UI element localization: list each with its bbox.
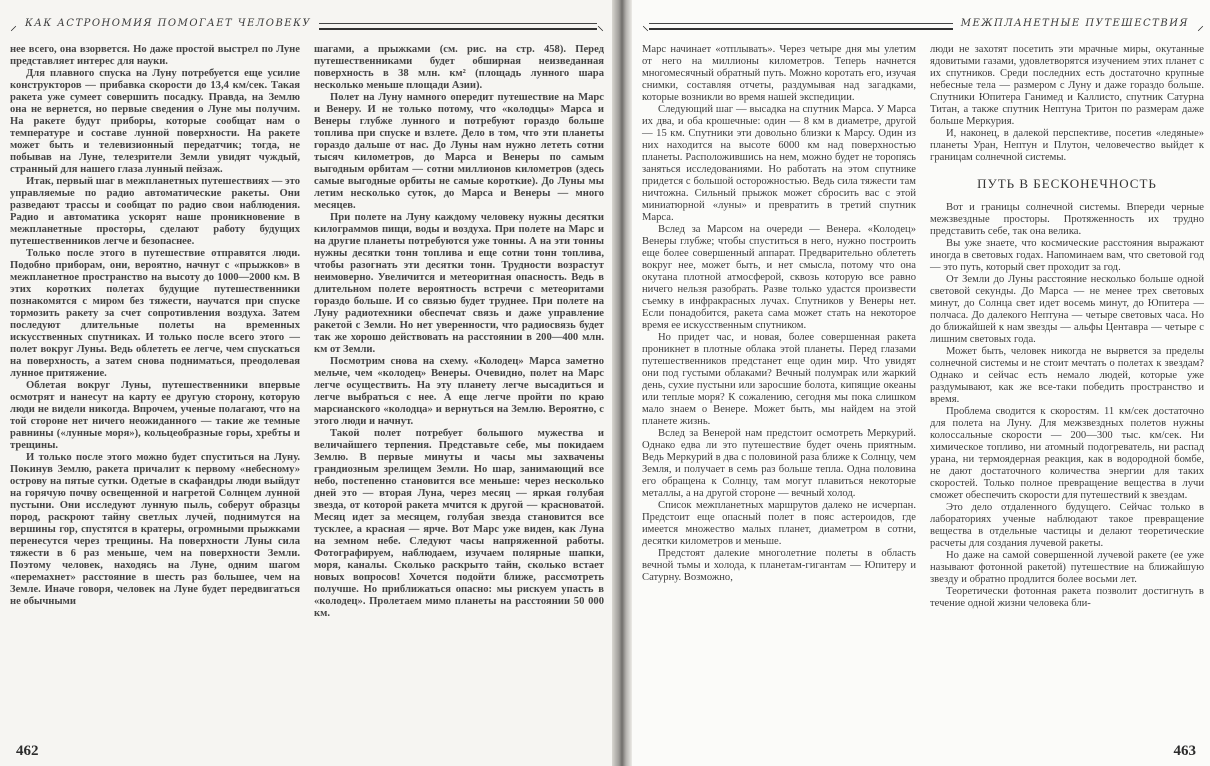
book-gutter xyxy=(612,0,632,766)
running-head-rule xyxy=(319,23,597,30)
right-page xyxy=(632,0,1210,766)
paragraph: И только после этого можно будет спуститься на Луну. Покинув Землю, ракета причалит к первому «небесному» острову на пятые сутки. Одетые в скафандры люди выйдут на горячую почву освещенной и нагретой Солнцем лунной пустыни. Они исследуют лунную пыль, соберут образцы пород, раскроют тайну светлых лучей, поднимутся на вершины гор, спустятся в кратеры, огромными прыжками перенесутся через трещины. На поверхности Луны сила тяжести в 6 раз меньше, чем на поверхности Земли. Поэтому человек, находясь на Луне, одним шагом «перемахнет» расстояние в шесть раз большее, чем на Земле. Иначе говоря, человек на Луне будет передвигаться не обычными xyxy=(10,452,300,607)
paragraph: шагами, а прыжками (см. рис. на стр. 458). Перед путешественниками будет обширная неизведанная поверхность в 38 млн. км² (площадь лунного шара несколько меньше площади Азии). xyxy=(314,44,604,91)
paragraph: Полет на Луну намного опередит путешествие на Марс и Венеру. И не только потому, что «колодцы» Марса и Венеры глубже лунного и потребуют гораздо больше топлива при спуске и взлете. Дело в том, что эти планеты гораздо дальше от нас. До Луны нам нужно лететь сотни тысяч километров, до Марса и Венеры по самым выгодным орбитам — сотни миллионов километров (здесь самые выгодные орбиты не самые короткие). До Луны мы летим несколько суток, до Марса и Венеры — много месяцев. xyxy=(314,92,604,211)
flourish-ornament-icon: ⸝ xyxy=(1197,18,1204,34)
paragraph: Облетая вокруг Луны, путешественники впервые осмотрят и нанесут на карту ее другую сторону, которую люди не видели никогда. Впрочем, ученые полагают, что на той стороне нет ничего неожиданного — такие же темные равнины («лунные моря»), кольцеобразные горы, хребты и трещины. xyxy=(10,380,300,451)
right-running-head-title: МЕЖПЛАНЕТНЫЕ ПУТЕШЕСТВИЯ xyxy=(960,18,1189,29)
paragraph: Марс начинает «отплывать». Через четыре дня мы улетим от него на миллионы километров. Теперь начнется многомесячный обратный путь. Можно коротать его, изучая снимки, составляя отчеты, раздумывая над загадками, которые возникли во время нашей экспедиции. xyxy=(642,44,916,103)
left-page-columns xyxy=(10,44,604,740)
left-footer xyxy=(10,740,604,766)
paragraph: Только после этого в путешествие отправятся люди. Подобно приборам, они, вероятно, начнут с «прыжков» в межпланетное пространство на высоту до 1000—2000 км. В этих коротких полетах будущие путешественники познакомятся с миром без тяжести, научатся при спуске тормозить ракету за счет сопротивления воздуха. Затем последуют длительные полеты на временных искусственных спутниках. И только после всего этого — полет вокруг Луны. Ведь облететь ее легче, чем спускаться на поверхность, а затем снова подниматься, преодолевая лунное притяжение. xyxy=(10,248,300,379)
paragraph: Проблема сводится к скоростям. 11 км/сек достаточно для полета на Луну. Для межзвездных полетов нужны колоссальные скорости — 200—300 тыс. км/сек. Ни химическое топливо, ни атомный подогреватель, ни распад урана, ни термоядерная реакция, как в водородной бомбе, не дают достаточного количества энергии для таких скоростей. Только полное превращение вещества в лучи сможет обеспечить скорости для путешествий к звездам. xyxy=(930,406,1204,501)
paragraph: Вот и границы солнечной системы. Впереди черные межзвездные просторы. Протяженность их трудно представить себе, так она велика. xyxy=(930,202,1204,237)
paragraph: Следующий шаг — высадка на спутник Марса. У Марса их два, и оба крошечные: один — 8 км в диаметре, другой — 15 км. Спутники эти довольно близки к Марсу. Один из них находится на высоте 6000 км над поверхностью планеты. Расположившись на нем, можно будет не торопясь заняться исследованиями. Но работать на этом спутнике придется с большой осторожностью. Ведь сила тяжести там ничтожна. Сильный прыжок может сбросить вас с этой миниатюрной «луны» и превратить в третий спутник Марса. xyxy=(642,104,916,223)
paragraph: Может быть, человек никогда не вырвется за пределы солнечной системы и не стоит мечтать о полетах к звездам? Однако и сейчас есть немало людей, которые уже раздумывают, как же все-таки победить пространство и время. xyxy=(930,346,1204,405)
paragraph: Для плавного спуска на Луну потребуется еще усилие конструкторов — прибавка скорости до 13,4 км/сек. Такая ракета уже сумеет совершить посадку. Правда, на Землю она не вернется, но первые сведения о Луне мы получим. На ракете будут приборы, которые сообщат нам о температуре и составе лунной поверхности. На ракете может быть и телевизионный передатчик; тогда, не побывав на Луне, телезрители Земли увидят чуждый, странный для нашего глаза лунный пейзаж. xyxy=(10,68,300,175)
left-running-head xyxy=(10,6,604,36)
paragraph: Но даже на самой совершенной лучевой ракете (ее уже называют фотонной ракетой) путешествие на ближайшую звезду и обратно продлится более восьми лет. xyxy=(930,550,1204,585)
paragraph: Вслед за Венерой нам предстоит осмотреть Меркурий. Однако едва ли это путешествие будет очень приятным. Ведь Меркурий в два с половиной раза ближе к Солнцу, чем Земля, и получает в семь раз больше тепла. Одна половина его обращена к Солнцу, там могут плавиться некоторые металлы, а на другой стороне — вечный холод. xyxy=(642,428,916,499)
column-text-before-heading xyxy=(930,44,1204,164)
flourish-ornament-icon: ⸝ xyxy=(10,18,17,34)
page-number-left: 462 xyxy=(16,743,39,759)
paragraph: Вы уже знаете, что космические расстояния выражают иногда в световых годах. Напоминаем вам, что световой год — это путь, который свет проходит за год. xyxy=(930,238,1204,273)
running-head-rule xyxy=(649,23,953,30)
paragraph: люди не захотят посетить эти мрачные миры, окутанные ядовитыми газами, удовлетворятся изучением этих планет с их спутников. Среди последних есть достаточно крупные небесные тела — размером с Луну и даже гораздо больше. Спутники Юпитера Ганимед и Каллисто, спутник Сатурна Титан, а также спутник Нептуна Тритон по размерам даже больше Меркурия. xyxy=(930,44,1204,127)
paragraph: Такой полет потребует большого мужества и величайшего терпения. Представьте себе, мы покидаем Землю. В первые минуты и часы мы захвачены грандиозным зрелищем Земли. Но шар, занимающий все небо, постепенно становится все меньше: через несколько дней это — вторая Луна, через месяц — яркая голубая звезда, от которой ракета мчится к другой — красноватой. Месяц идет за месяцем, голубая звезда становится все тусклее, а красная — ярче. Вот Марс уже виден, как Луна на земном небе. Следуют часы напряженной работы. Фотографируем, наблюдаем, изучаем полярные шапки, моря, каналы. Сколько раскрыто тайн, сколько встает новых вопросов! Хочется подойти ближе, рассмотреть получше. Но приближаться опасно: мы рискуем упасть в «колодец». Пролетаем мимо планеты на расстоянии 50 000 км. xyxy=(314,428,604,619)
paragraph: Вслед за Марсом на очереди — Венера. «Колодец» Венеры глубже; чтобы спуститься в него, нужно построить еще более совершенный аппарат. Предварительно облететь вокруг нее, может быть, и нет смысла, потому что она окутана плотной атмосферой, сквозь которую все равно ничего нельзя разобрать. Разве только удастся произвести съемку в инфракрасных лучах. Спутников у Венеры нет. Если понадобится, ракета сама может стать на некоторое время ее искусственным спутником. xyxy=(642,224,916,331)
paragraph: нее всего, она взорвется. Но даже простой выстрел по Луне представляет интерес для науки. xyxy=(10,44,300,67)
paragraph: Это дело отдаленного будущего. Сейчас только в лабораториях ученые наблюдают такое превращение вещества в отдельные частицы и делают теоретические расчеты для создания лучевой ракеты. xyxy=(930,502,1204,549)
paragraph: Итак, первый шаг в межпланетных путешествиях — это управляемые по радио автоматические ракеты. Они разведают трассы и сообщат по радио свои наблюдения. Радио и автоматика ускорят наше проникновение в межпланетные просторы, сделают работу будущих путешественников легче и безопаснее. xyxy=(10,176,300,247)
right-page-column-2 xyxy=(930,44,1204,740)
right-footer xyxy=(642,740,1204,766)
paragraph: Посмотрим снова на схему. «Колодец» Марса заметно мельче, чем «колодец» Венеры. Очевидно, полет на Марс легче осуществить. На эту планету легче высадиться и легче выбраться с нее. А еще легче пройти по краю марсианского «колодца» и вернуться на Землю. Вероятно, с этого люди и начнут. xyxy=(314,356,604,427)
paragraph: Список межпланетных маршрутов далеко не исчерпан. Предстоит еще опасный полет в пояс астероидов, где имеется множество малых планет, диаметром в сотни, десятки километров и меньше. xyxy=(642,500,916,547)
column-text-after-heading xyxy=(930,202,1204,610)
paragraph: Но придет час, и новая, более совершенная ракета проникнет в плотные облака этой планеты. Перед глазами путешественников предстанет еще один мир. Что увидят они под густыми облаками? Вечный полумрак или жаркий день, сухие пустыни или заросшие болота, кипящие океаны или теплые моря? К сожалению, сегодня мы пока слишком мало знаем о Венере. Может быть, мы найдем на этой планете жизнь. xyxy=(642,332,916,427)
paragraph: При полете на Луну каждому человеку нужны десятки килограммов пищи, воды и воздуха. При полете на Марс и на другие планеты потребуются уже тонны. А на эти тонны нужны десятки тонн топлива и еще сотни тонн топлива, чтобы разогнать эти десятки тонн. Трудности возрастут неимоверно. Увеличится и метеоритная опасность. Ведь в длительном полете вероятность встречи с метеоритами гораздо больше. И со связью будет труднее. При полете на Луну радиотехники обеспечат связь и даже управление ракетой с Земли. Но нет уверенности, что радиосвязь будет так же хорошо действовать на расстоянии в 200—400 млн. км от Земли. xyxy=(314,212,604,355)
left-running-head-title: КАК АСТРОНОМИЯ ПОМОГАЕТ ЧЕЛОВЕКУ xyxy=(25,18,312,29)
right-page-column-1 xyxy=(642,44,916,740)
page-number-right: 463 xyxy=(1173,743,1196,759)
right-running-head xyxy=(642,6,1204,36)
left-page-column-1 xyxy=(10,44,300,740)
flourish-ornament-icon: ⸜ xyxy=(642,18,649,34)
paragraph: И, наконец, в далекой перспективе, посетив «ледяные» планеты Уран, Нептун и Плутон, человечество выйдет к границам солнечной системы. xyxy=(930,128,1204,163)
paragraph: Теоретически фотонная ракета позволит достигнуть в течение одной жизни человека бли- xyxy=(930,586,1204,609)
paragraph: От Земли до Луны расстояние несколько больше одной световой секунды. До Марса — не менее трех световых минут, до Солнца свет идет восемь минут, до Юпитера — полчаса. До далекого Нептуна — четыре световых часа. Но до ближайшей к нам звезды — альфы Центавра — четыре с лишним световых года. xyxy=(930,274,1204,345)
left-page-column-2 xyxy=(314,44,604,740)
flourish-ornament-icon: ⸜ xyxy=(597,18,604,34)
paragraph: Предстоят далекие многолетние полеты в область вечной тьмы и холода, к планетам-гигантам — Юпитеру и Сатурну. Возможно, xyxy=(642,548,916,583)
section-heading: ПУТЬ В БЕСКОНЕЧНОСТЬ xyxy=(977,176,1157,191)
right-page-columns xyxy=(642,44,1204,740)
